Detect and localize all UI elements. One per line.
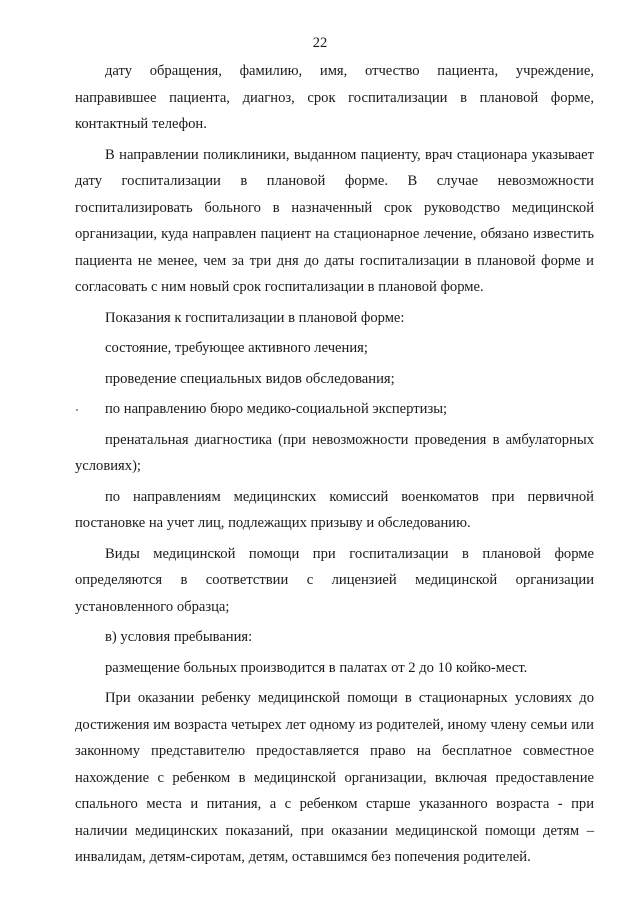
paragraph-ward-capacity: размещение больных производится в палатах от 2 до 10 койко-мест.: [105, 659, 528, 676]
page-number: 22: [312, 35, 328, 51]
list-item-military-commissions: по направлениям медицинских комиссий военкоматов при первичной постановке на учет лиц, подлежащих призыву и обследованию.: [75, 488, 594, 531]
document-body: [75, 58, 594, 871]
paragraph-care-types: Виды медицинской помощи при госпитализации в плановой форме определяются в соответствии с лицензией медицинской организации установленного образца;: [75, 545, 594, 615]
paragraph-stay-conditions: в) условия пребывания:: [105, 629, 253, 645]
list-item-mse-bureau: по направлению бюро медико-социальной экспертизы;: [105, 401, 448, 417]
list-item-active-treatment: состояние, требующее активного лечения;: [105, 340, 368, 356]
list-item-prenatal-diagnostics: пренатальная диагностика (при невозможности проведения в амбулаторных условиях);: [75, 431, 594, 474]
paragraph-hospitalization-date: В направлении поликлиники, выданном пациенту, врач стационара указывает дату госпитализации в плановой форме. В случае невозможности госпитализировать больного в назначенный срок руководство медицинской организации, куда направлен пациент на стационарное лечение, обязано известить пациента не менее, чем за три дня до даты госпитализации в плановой форме и согласовать с ним новый срок госпитализации в плановой форме.: [75, 146, 594, 295]
paragraph-referral-details: дату обращения, фамилию, имя, отчество пациента, учреждение, направившее пациента, диагноз, срок госпитализации в плановой форме, контактный телефон.: [75, 63, 594, 132]
paragraph-parent-stay: При оказании ребенку медицинской помощи в стационарных условиях до достижения им возраста четырех лет одному из родителей, иному члену семьи или законному представителю предоставляется право на бесплатное совместное нахождение с ребенком в медицинской организации, включая предоставление спального места и питания, а с ребенком старше указанного возраста - при наличии медицинских показаний, при оказании медицинской помощи детям – инвалидам, детям-сиротам, детям, оставшимся без попечения родителей.: [75, 690, 594, 865]
list-item-special-examinations: проведение специальных видов обследования;: [105, 370, 395, 387]
paragraph-indications-heading: Показания к госпитализации в плановой форме:: [105, 309, 405, 326]
